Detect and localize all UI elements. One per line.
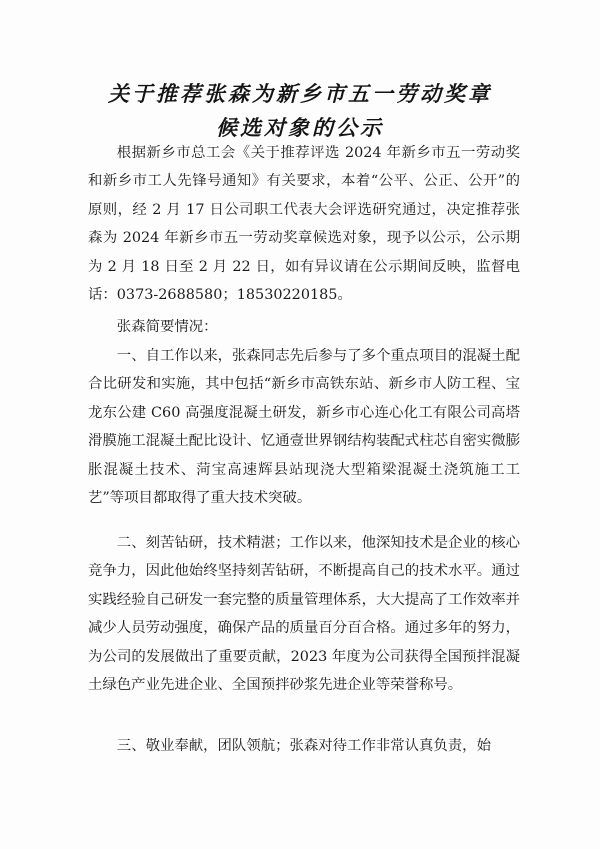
- paragraph-text: 三、敬业奉献，团队领航；张森对待工作非常认真负责，始: [116, 738, 491, 754]
- paragraph-item-1: [88, 342, 520, 512]
- paragraph-item-2: [88, 529, 520, 699]
- paragraph-text: 二、刻苦钻研，技术精湛；工作以来，他深知技术是企业的核心竞争力，因此他始终坚持刻苦钻研，不断提高自己的技术水平。通过实践经验自己研发一套完整的质量管理体系，大大提高了工作效率并减少人员劳动强度，确保产品的质量百分百合格。通过多年的努力，为公司的发展做出了重要贡献，2023 年度为公司获得全国预拌混凝土绿色产业先进企业、全国预拌砂浆先进企业等荣誉称号。: [88, 535, 520, 694]
- document-title-line-1: 关于推荐张森为新乡市五一劳动奖章: [108, 81, 492, 106]
- document-title-line-2: 候选对象的公示: [216, 115, 384, 140]
- paragraph-text: 张森简要情况：: [116, 319, 218, 335]
- paragraph-text: 一、自工作以来，张森同志先后参与了多个重点项目的混凝土配合比研发和实施，其中包括“新乡市高铁东站、新乡市人防工程、宝龙东公建 C60 高强度混凝土研发，新乡市心连心化工有限公司高塔滑膜施工混凝土配比设计、忆通壹世界钢结构装配式柱芯自密实微膨胀混凝土技术、菏宝高速辉县站现浇大型箱梁混凝土浇筑施工工艺”等项目都取得了重大技术突破。: [88, 348, 520, 507]
- paragraph-announcement: [88, 139, 520, 309]
- paragraph-text: 根据新乡市总工会《关于推荐评选 2024 年新乡市五一劳动奖和新乡市工人先锋号通知》有关要求，本着“公平、公正、公开”的原则，经 2 月 17 日公司职工代表大会评选研究通过，决定推荐张森为 2024 年新乡市五一劳动奖章候选对象，现予以公示，公示期为 2 月 18 日至 2 月 22 日，如有异议请在公示期间反映，监督电话：0373-2688580；18530220185。: [88, 145, 520, 304]
- paragraph-summary-heading: [88, 313, 520, 341]
- paragraph-item-3: [88, 732, 520, 760]
